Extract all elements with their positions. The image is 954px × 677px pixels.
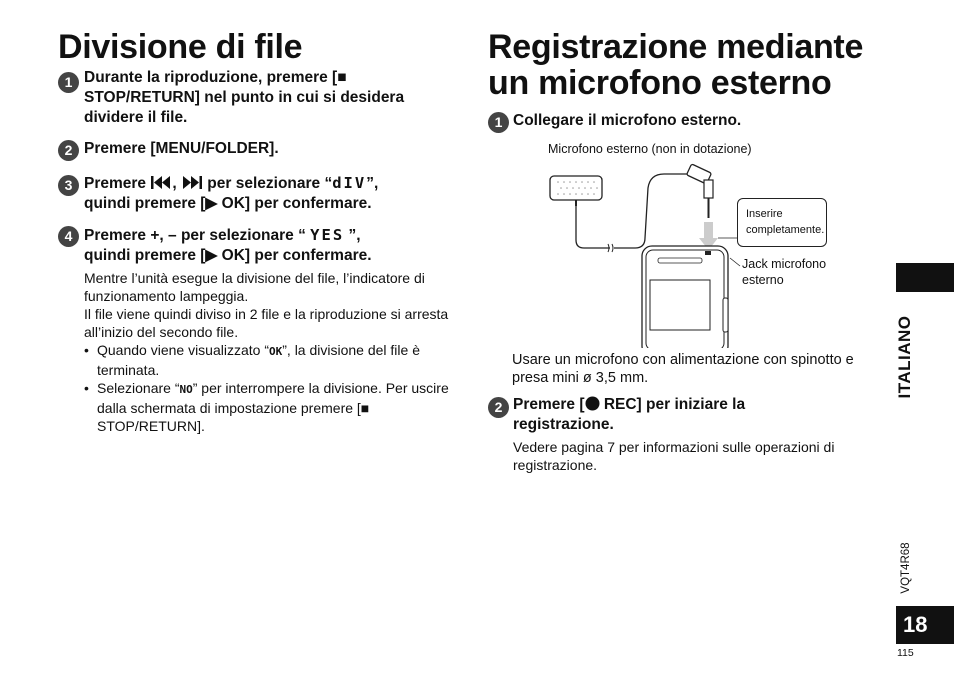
language-label-wrap [895,299,919,419]
model-code-wrap [897,540,915,600]
step-4 [58,225,458,435]
page-number: 18 [896,606,954,644]
language-label: ITALIANO [895,315,914,399]
step-number: 3 [58,175,79,196]
step-description: Vedere pagina 7 per informazioni sulle operazioni di registrazione. [513,439,835,473]
lcd-ok-icon: OK [269,345,283,358]
step-number: 1 [488,112,509,133]
model-code: VQT4R68 [900,542,912,594]
section-title-registrazione: Registrazione mediante un microfono esterno [488,28,864,102]
section-title-divisione: Divisione di file [58,28,303,66]
jack-label: Jack microfono esterno [742,257,827,287]
mic-note: Usare un microfono con alimentazione con spinotto e presa mini ø 3,5 mm. [512,352,854,386]
step-text: Durante la riproduzione, premere [■ STOP/RETURN] nel punto in cui si desidera dividere il file. [84,69,405,126]
callout-text: Inserire completamente. [746,208,825,236]
step-number: 4 [58,226,79,247]
note-bullet: • Selezionare “NO” per interrompere la divisione. Per uscire dalla schermata di impostazione premere [■ STOP/RETURN]. [84,379,456,435]
record-icon [585,396,600,411]
step-text: Collegare il microfono esterno. [513,112,742,129]
callout-box [737,198,827,247]
skip-forward-icon [181,175,203,190]
step-text: Premere , per selezionare “dIV”, quindi premere [▶ OK] per confermare. [84,174,379,212]
external-mic-illustration [540,158,840,348]
step-text: Premere [MENU/FOLDER]. [84,140,279,157]
lcd-yes-icon: YES [310,226,345,244]
step-number: 2 [58,140,79,161]
sub-page-number: 115 [897,647,914,659]
step-number: 2 [488,397,509,418]
note-bullet: • Quando viene visualizzato “OK”, la divisione del file è terminata. [84,341,456,379]
step-1-mic [488,111,888,131]
step-2-rec [488,395,888,474]
language-tab-marker [896,263,954,292]
lcd-no-icon: NO [179,383,193,396]
step-2 [58,139,458,159]
figure-caption: Microfono esterno (non in dotazione) [548,142,752,156]
step-3 [58,173,458,214]
step-text: Premere +, – per selezionare “ YES ”, quindi premere [▶ OK] per confermare. [84,226,372,264]
step-description: Mentre l’unità esegue la divisione del file, l’indicatore di funzionamento lampeggia. Il file viene quindi diviso in 2 file e la riproduzione si arresta all’inizio del secondo file. • Quando viene visualizzato “OK”, la divisione del file è terminata. • Selezionare “NO” per interrompere la divisione. Per uscire dalla schermata di impostazione premere [■ STOP/RETURN]. [84,269,456,435]
step-1 [58,68,458,128]
step-text: Premere [ REC] per iniziare la registrazione. [513,396,746,433]
lcd-divide-icon: dIV [332,174,367,192]
step-number: 1 [58,72,79,93]
skip-back-icon [150,175,172,190]
